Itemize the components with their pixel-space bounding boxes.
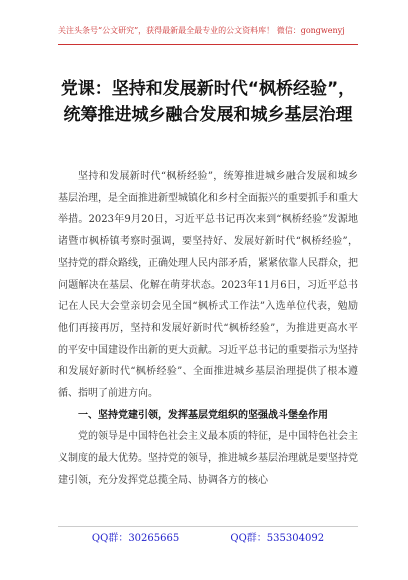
footer-qq-group-2: QQ群：535304092 <box>230 533 325 544</box>
page-footer <box>58 533 358 545</box>
body-paragraph: 坚持和发展新时代“枫桥经验”，统筹推进城乡融合发展和城乡基层治理，是全面推进新型城镇化和乡村全面振兴的重要抓手和重大举措。2023年9月20日，习近平总书记再次来到“枫桥经验”发源地诸暨市枫桥镇考察时强调，要坚持好、发展好新时代“枫桥经验”，坚持党的群众路线，正确处理人民内部矛盾，紧紧依靠人民群众，把问题解决在基层、化解在萌芽状态。2023年11月6日，习近平总书记在人民大会堂亲切会见全国“枫桥式工作法”入选单位代表，勉励他们再接再厉，坚持和发展好新时代“枫桥经验”，为推进更高水平的平安中国建设作出新的更大贡献。习近平总书记的重要指示为坚持和发展好新时代“枫桥经验”、全面推进城乡基层治理提供了根本遵循、指明了前进方向。 <box>58 171 358 400</box>
header-divider <box>58 44 358 45</box>
footer-divider <box>58 526 358 527</box>
document-title: 党课：坚持和发展新时代“枫桥经验”，统筹推进城乡融合发展和城乡基层治理 <box>60 79 356 125</box>
document-body <box>58 166 358 492</box>
section-paragraph: 党的领导是中国特色社会主义最本质的特征，是中国特色社会主义制度的最大优势。坚持党的领导，推进城乡基层治理就是要坚持党建引领，充分发挥党总揽全局、协调各方的核心 <box>58 431 358 486</box>
section-heading <box>58 405 358 427</box>
section-heading-text: 一、坚持党建引领，发挥基层党组织的坚强战斗堡垒作用 <box>78 409 328 421</box>
page-header: 关注头条号“公文研究”，获得最新最全最专业的公文资料库！ 微信：gongwenyj <box>58 26 345 35</box>
footer-qq-group-1: QQ群：30265665 <box>91 533 180 544</box>
